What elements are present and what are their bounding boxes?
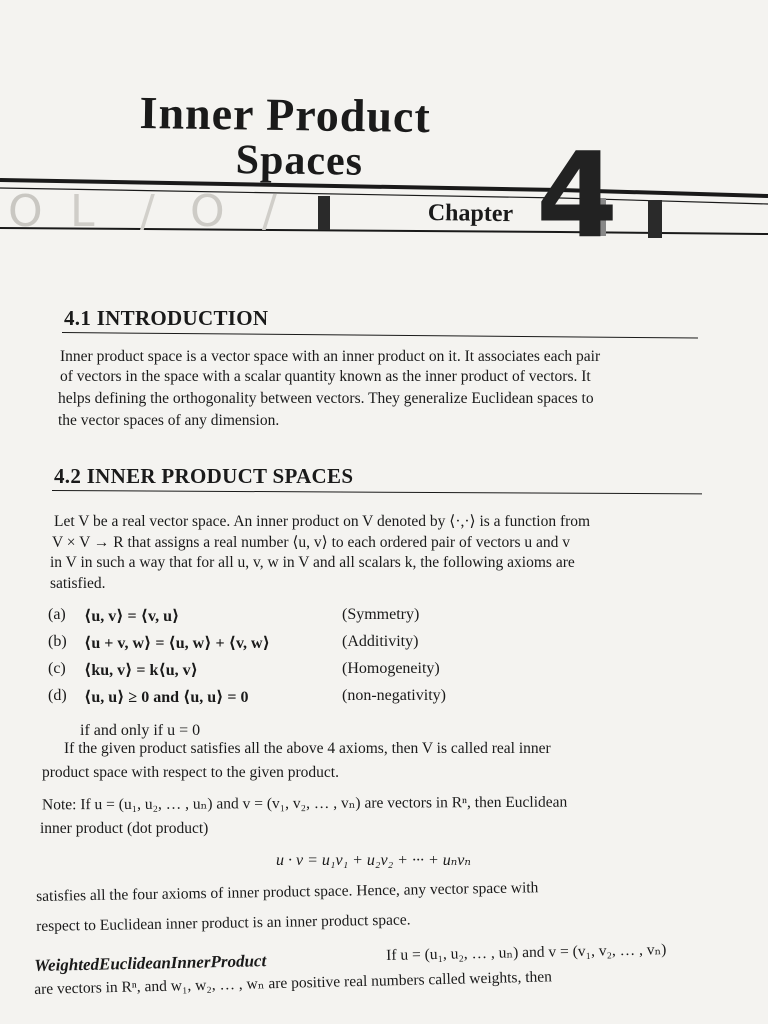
chapter-title-line2: Spaces — [235, 136, 364, 185]
section-rule — [52, 490, 702, 494]
axiom-homogeneity-expression: ⟨ku, v⟩ = k⟨u, v⟩ — [84, 662, 198, 679]
conclusion-line: If the given product satisfies all the above 4 axioms, then V is called real inner — [64, 740, 551, 757]
svg-text:L: L — [70, 186, 95, 237]
chapter-label: Chapter — [427, 200, 514, 228]
definition-line: Let V be a real vector space. An inner product on V denoted by ⟨·,·⟩ is a function from — [54, 513, 591, 530]
after-formula-line: satisfies all the four axioms of inner product space. Hence, any vector space with — [36, 879, 539, 905]
axiom-label: (a) — [48, 606, 66, 623]
after-formula-line: respect to Euclidean inner product is an inner product space. — [36, 911, 411, 935]
axiom-non-negativity-expression: ⟨u, u⟩ ≥ 0 and ⟨u, u⟩ = 0 — [84, 689, 249, 706]
chapter-banner — [0, 150, 768, 260]
intro-line: Inner product space is a vector space with an inner product on it. It associates each pair — [60, 348, 601, 365]
axiom-label: (b) — [48, 633, 67, 650]
section-heading-inner-product-spaces: 4.2 INNER PRODUCT SPACES — [54, 464, 354, 488]
conclusion-line: product space with respect to the given product. — [42, 764, 339, 781]
chapter-number: 4 — [536, 126, 619, 264]
axiom-name: (Symmetry) — [342, 606, 420, 623]
section-rule — [62, 332, 698, 339]
definition-line: V × V → R that assigns a real number ⟨u, v⟩ to each ordered pair of vectors u and v — [52, 534, 571, 551]
axiom-label: (c) — [48, 660, 66, 677]
axiom-name: (non-negativity) — [342, 687, 446, 704]
note-line: inner product (dot product) — [40, 820, 209, 837]
axiom-name: (Homogeneity) — [342, 660, 440, 677]
axiom-symmetry-expression: ⟨u, v⟩ = ⟨v, u⟩ — [84, 608, 180, 625]
chapter-title-line1: Inner Product — [139, 86, 432, 143]
svg-text:/: / — [262, 186, 277, 237]
axiom-label: (d) — [48, 687, 67, 704]
note-line: Note: If u = (u₁, u₂, … , uₙ) and v = (v₁, v₂, … , vₙ) are vectors in Rⁿ, then Euclidean — [41, 793, 568, 814]
weighted-euclidean-heading: WeightedEuclideanInnerProduct — [34, 951, 267, 975]
axiom-condition: if and only if u = 0 — [80, 722, 201, 739]
svg-text:O: O — [8, 186, 43, 237]
svg-text:/: / — [140, 186, 155, 237]
intro-line: the vector spaces of any dimension. — [58, 412, 280, 429]
definition-line: in V in such a way that for all u, v, w in V and all scalars k, the following axioms are — [50, 554, 575, 571]
axiom-name: (Additivity) — [342, 633, 419, 650]
section-heading-introduction: 4.1 INTRODUCTION — [64, 306, 269, 330]
dot-product-formula: u · v = u₁v₁ + u₂v₂ + ··· + uₙvₙ — [276, 852, 471, 869]
axiom-additivity-expression: ⟨u + v, w⟩ = ⟨u, w⟩ + ⟨v, w⟩ — [84, 635, 270, 652]
definition-line: satisfied. — [50, 575, 106, 592]
svg-text:O: O — [190, 186, 225, 237]
weighted-line: If u = (u₁, u₂, … , uₙ) and v = (v₁, v₂, … , vₙ) — [386, 941, 667, 964]
intro-line: of vectors in the space with a scalar quantity known as the inner product of vectors. It — [60, 368, 591, 385]
weighted-line: are vectors in Rⁿ, and w₁, w₂, … , wₙ are positive real numbers called weights, then — [34, 968, 553, 998]
intro-line: helps defining the orthogonality between vectors. They generalize Euclidean spaces to — [58, 390, 594, 407]
